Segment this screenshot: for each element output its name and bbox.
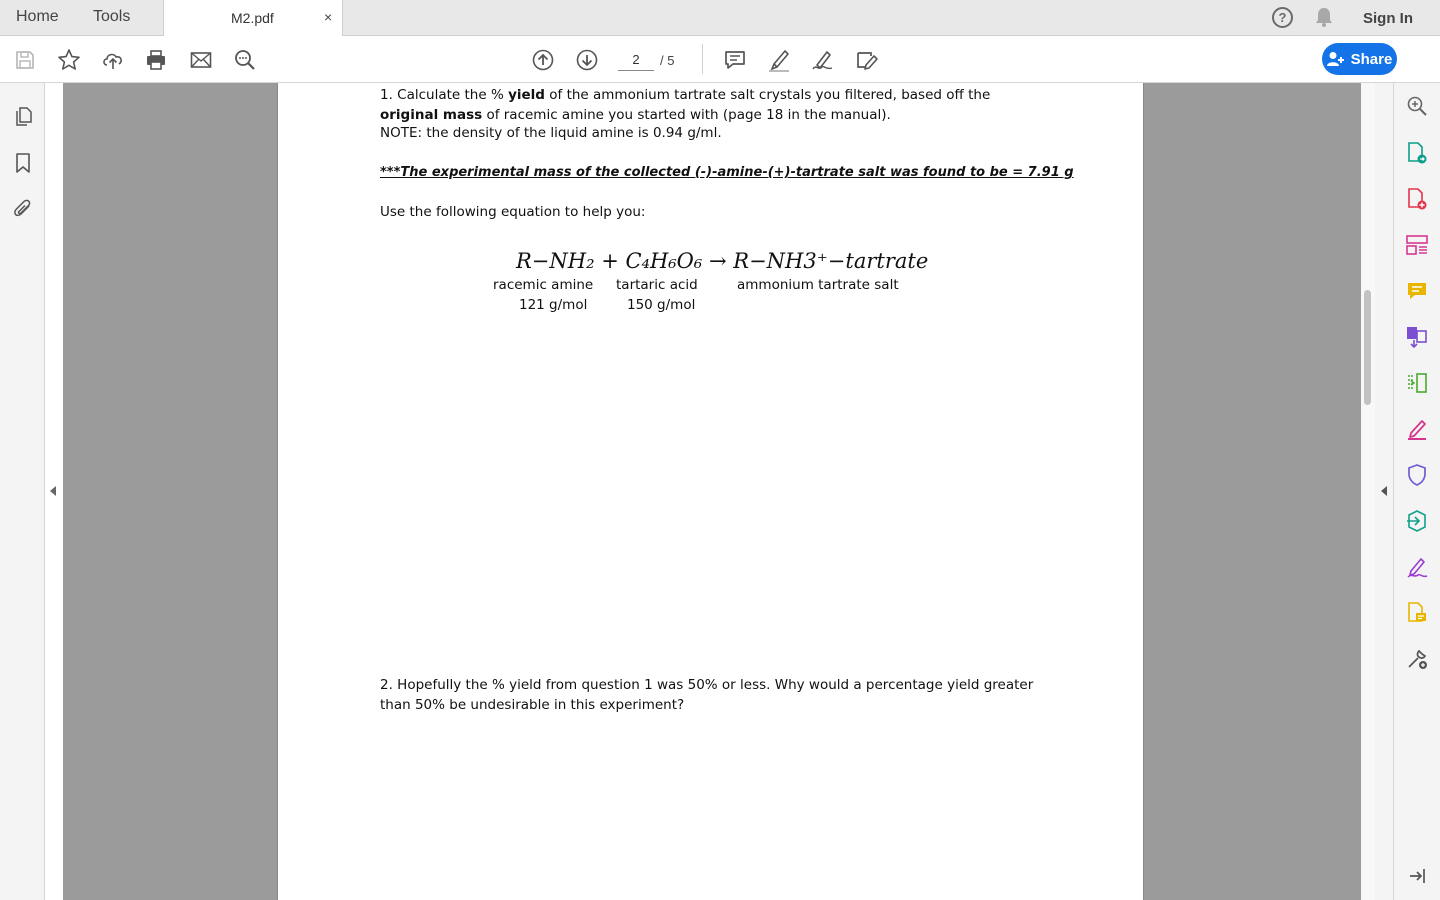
label-ammonium-tartrate-salt: ammonium tartrate salt — [737, 277, 899, 293]
print-icon[interactable] — [143, 47, 169, 73]
add-user-icon — [1327, 51, 1345, 67]
q1-text-end: of racemic amine you started with (page 18 in the manual). — [482, 107, 891, 123]
more-tools-icon[interactable] — [1405, 647, 1429, 671]
pages-icon[interactable] — [11, 104, 35, 128]
toolbar-divider — [702, 44, 703, 74]
save-icon[interactable] — [12, 47, 38, 73]
zoom-search-icon[interactable] — [232, 47, 258, 73]
request-signature-icon[interactable] — [1405, 555, 1429, 579]
comment-icon[interactable] — [722, 47, 748, 73]
export-pdf-icon[interactable] — [1405, 141, 1429, 165]
density-note: NOTE: the density of the liquid amine is 0.94 g/ml. — [380, 125, 722, 141]
question-2: 2. Hopefully the % yield from question 1 was 50% or less. Why would a percentage yield greater than 50% be undesirable in this experiment? — [380, 677, 1034, 713]
protect-icon[interactable] — [1405, 463, 1429, 487]
document-tab-title: M2.pdf — [231, 10, 274, 26]
collapse-right-pane-icon[interactable] — [1381, 486, 1387, 496]
q1-text-mid: of the ammonium tartrate salt crystals you filtered, based off the — [544, 87, 991, 103]
molar-mass-acid: 150 g/mol — [627, 297, 696, 313]
email-icon[interactable] — [188, 47, 214, 73]
page-total: / 5 — [660, 53, 675, 68]
scan-icon[interactable] — [1405, 601, 1429, 625]
upload-icon[interactable] — [100, 47, 126, 73]
page-number-input[interactable] — [618, 49, 654, 71]
reaction-equation: R−NH₂ + C₄H₆O₆ → R−NH3⁺−tartrate — [516, 249, 929, 273]
collapse-left-pane-icon[interactable] — [50, 486, 56, 496]
document-viewer — [45, 83, 1361, 900]
tab-document[interactable] — [163, 0, 343, 37]
equation-instruction: Use the following equation to help you: — [380, 204, 646, 220]
left-navigation-pane — [0, 83, 45, 900]
attachment-icon[interactable] — [11, 196, 35, 220]
tools-pane — [1394, 83, 1440, 900]
vertical-scrollbar[interactable] — [1361, 83, 1375, 900]
fill-sign-icon[interactable] — [1405, 417, 1429, 441]
experimental-mass-note: ***The experimental mass of the collected (-)-amine-(+)-tartrate salt was found to be = 7.91 g — [380, 165, 1074, 180]
help-icon[interactable]: ? — [1272, 7, 1293, 28]
tab-home[interactable]: Home — [16, 8, 59, 25]
tab-bar — [0, 0, 1440, 36]
edit-fill-icon[interactable] — [854, 47, 880, 73]
q1-bold-original-mass: original mass — [380, 107, 483, 123]
pdf-page — [277, 83, 1144, 900]
close-icon[interactable]: × — [324, 9, 333, 25]
bell-icon[interactable] — [1313, 6, 1335, 33]
question-1 — [380, 85, 1040, 125]
scrollbar-thumb[interactable] — [1364, 290, 1371, 405]
expand-panel-icon[interactable] — [1405, 864, 1429, 888]
star-icon[interactable] — [56, 47, 82, 73]
label-tartaric-acid: tartaric acid — [616, 277, 698, 293]
page-down-icon[interactable] — [574, 47, 600, 73]
bookmark-icon[interactable] — [11, 151, 35, 175]
molar-mass-amine: 121 g/mol — [519, 297, 588, 313]
organize-pages-icon[interactable] — [1405, 233, 1429, 257]
highlight-icon[interactable] — [766, 47, 792, 73]
zoom-in-icon[interactable] — [1405, 94, 1429, 118]
page-gutter-right — [1144, 83, 1361, 900]
compress-icon[interactable] — [1405, 371, 1429, 395]
sign-in-link[interactable]: Sign In — [1363, 10, 1413, 27]
page-up-icon[interactable] — [530, 47, 556, 73]
tab-tools[interactable]: Tools — [93, 8, 131, 25]
create-pdf-icon[interactable] — [1405, 187, 1429, 211]
combine-files-icon[interactable] — [1405, 325, 1429, 349]
label-racemic-amine: racemic amine — [493, 277, 594, 293]
sign-icon[interactable] — [810, 47, 836, 73]
q1-text: 1. Calculate the % — [380, 87, 509, 103]
share-button[interactable] — [1322, 43, 1397, 75]
send-review-icon[interactable] — [1405, 509, 1429, 533]
right-pane-toggle-strip — [1375, 83, 1394, 900]
share-label: Share — [1350, 50, 1393, 68]
toolbar — [0, 36, 1440, 83]
q1-bold-yield: yield — [508, 87, 545, 103]
page-gutter-left — [63, 83, 277, 900]
comment-tool-icon[interactable] — [1405, 279, 1429, 303]
